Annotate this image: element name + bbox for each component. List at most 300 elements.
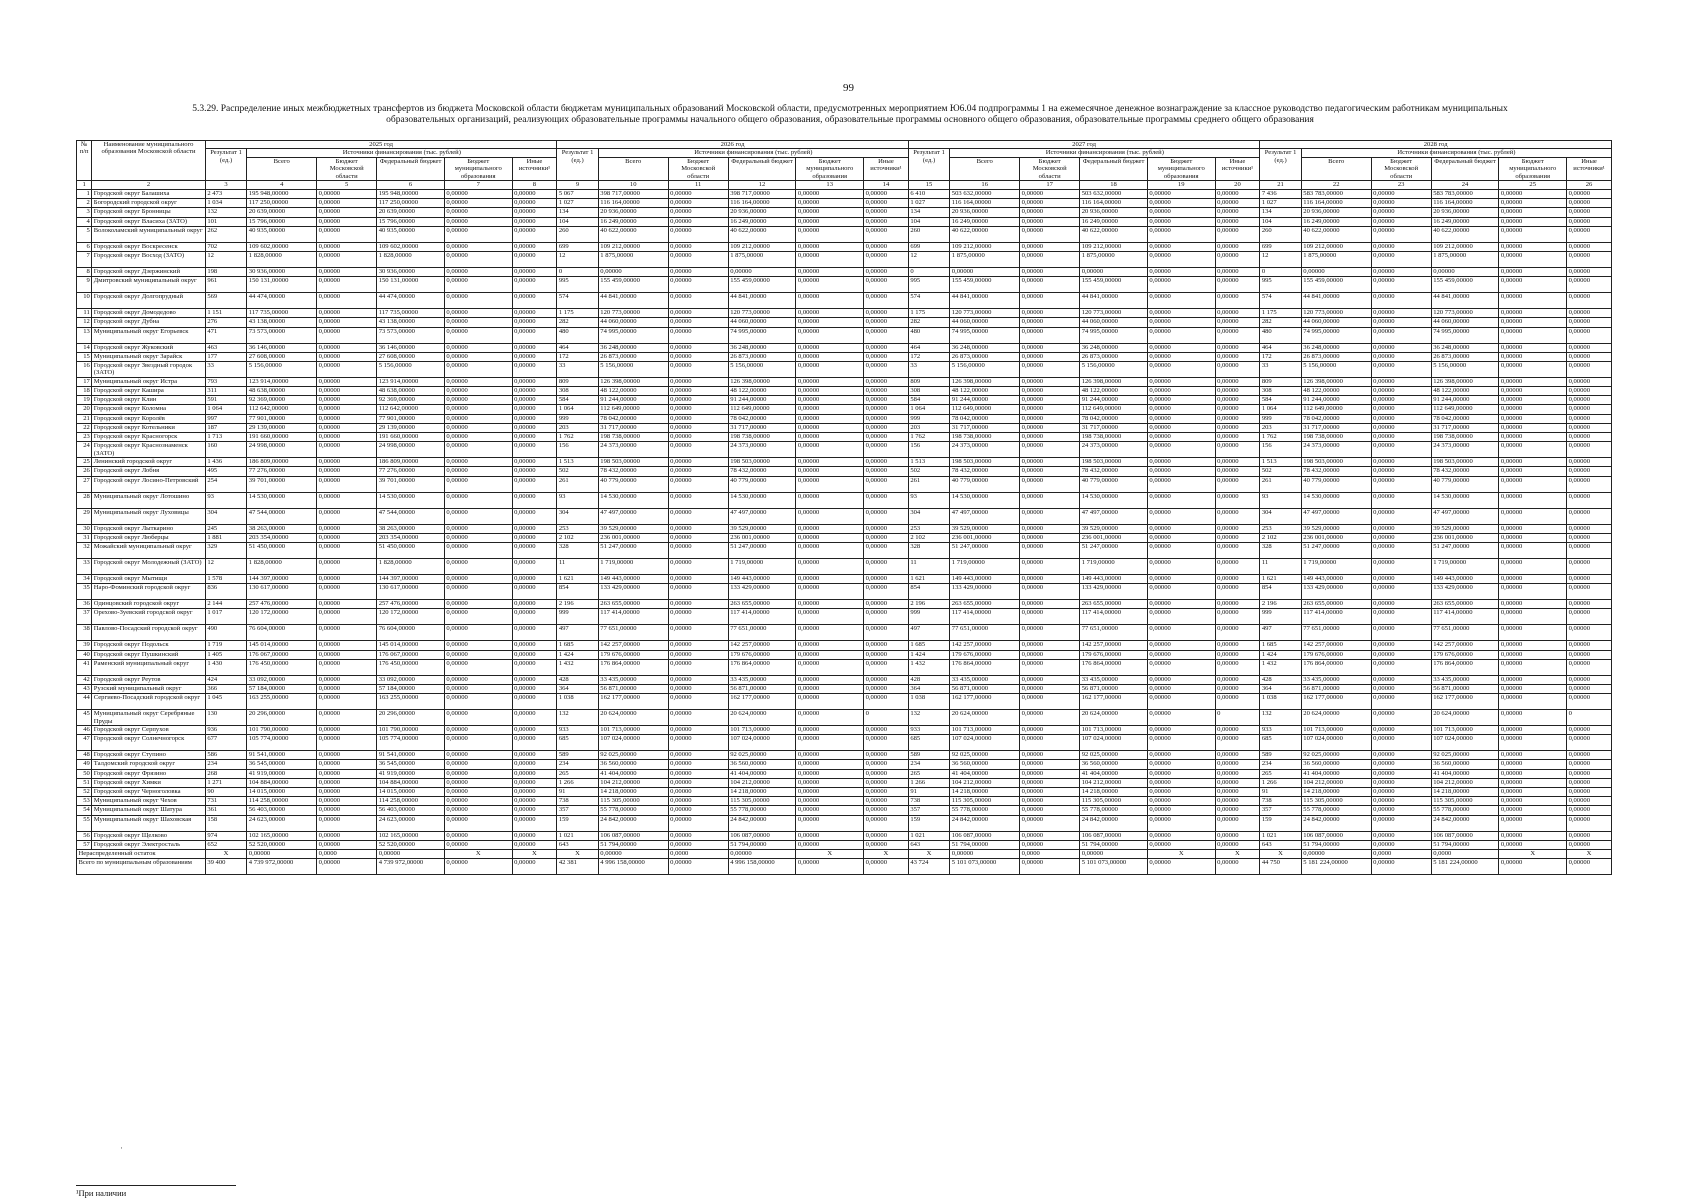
cell-value: 0,00000 <box>1371 492 1431 508</box>
column-number: 25 <box>1499 181 1567 190</box>
row-number: 7 <box>77 251 92 267</box>
cell-value: 0,00000 <box>1020 760 1080 769</box>
cell-value: 0,00000 <box>668 396 728 405</box>
cell-value: 1 045 <box>205 694 246 710</box>
row-number: 27 <box>77 476 92 492</box>
cell-value: 16 249,00000 <box>1431 217 1499 226</box>
cell-value: 0,00000 <box>1567 208 1612 217</box>
cell-value: 123 914,00000 <box>247 377 317 386</box>
cell-value: 176 450,00000 <box>247 659 317 675</box>
row-number: 23 <box>77 433 92 442</box>
cell-value: 0,00000 <box>444 710 512 726</box>
cell-value: 0,00000 <box>668 309 728 318</box>
cell-value: 0,00000 <box>317 760 377 769</box>
cell-value: 0,00000 <box>317 650 377 659</box>
cell-value: 263 655,00000 <box>598 600 668 609</box>
cell-value: 0,00000 <box>864 684 909 693</box>
cell-value: 116 164,00000 <box>1431 199 1499 208</box>
cell-value: 0,00000 <box>1147 710 1215 726</box>
cell-value: 14 530,00000 <box>1431 492 1499 508</box>
cell-value: 0,00000 <box>1499 226 1567 242</box>
header-total: Всего <box>950 157 1020 180</box>
cell-value: 0,00000 <box>1499 558 1567 574</box>
municipality-name: Рузский муниципальный округ <box>92 684 206 693</box>
cell-value: 195 948,00000 <box>247 190 317 199</box>
cell-value: 44 060,00000 <box>598 318 668 327</box>
cell-value: 106 087,00000 <box>950 831 1020 840</box>
cell-value: 0,00000 <box>1499 769 1567 778</box>
cell-value: 502 <box>908 467 949 476</box>
municipality-name: Городской округ Краснознаменск (ЗАТО) <box>92 442 206 458</box>
cell-value: 0,00000 <box>317 806 377 815</box>
cell-value: 234 <box>205 760 246 769</box>
table-row <box>77 492 1612 508</box>
cell-value: 0,00000 <box>1567 659 1612 675</box>
cell-value: 0,00000 <box>1567 831 1612 840</box>
cell-value: 0,00000 <box>796 840 864 849</box>
cell-value: 428 <box>908 675 949 684</box>
municipality-name: Волоколамский муниципальный округ <box>92 226 206 242</box>
table-row <box>77 600 1612 609</box>
cell-value: 133 429,00000 <box>1301 584 1371 600</box>
cell-value: 0,00000 <box>1147 659 1215 675</box>
cell-value: 0,00000 <box>1567 226 1612 242</box>
cell-value: 0,00000 <box>668 533 728 542</box>
column-number: 3 <box>205 181 246 190</box>
cell-value: 156 <box>1260 442 1301 458</box>
cell-value: 198 503,00000 <box>1080 458 1148 467</box>
cell-value: 253 <box>908 524 949 533</box>
cell-value: 0,00000 <box>1499 377 1567 386</box>
cell-value: 262 <box>205 226 246 242</box>
cell-value: 738 <box>1260 797 1301 806</box>
cell-value: 0,00000 <box>1215 751 1260 760</box>
cell-value: 198 503,00000 <box>728 458 796 467</box>
cell-value: 0,00000 <box>1020 492 1080 508</box>
footnote: ¹При наличии <box>76 1188 127 1198</box>
cell-value: 0,00000 <box>1499 309 1567 318</box>
cell-value: 0,00000 <box>444 684 512 693</box>
cell-value: 39 701,00000 <box>377 476 445 492</box>
row-number: 38 <box>77 625 92 641</box>
cell-value: 1 875,00000 <box>950 251 1020 267</box>
cell-value: 0,00000 <box>1020 267 1080 276</box>
cell-value: 44 060,00000 <box>950 318 1020 327</box>
cell-value: 74 995,00000 <box>598 327 668 343</box>
cell-value: 260 <box>908 226 949 242</box>
cell-value: 12 <box>908 251 949 267</box>
cell-value: 24 373,00000 <box>1431 442 1499 458</box>
cell-value: 92 025,00000 <box>1080 751 1148 760</box>
cell-value: 643 <box>908 840 949 849</box>
cell-value: 0,00000 <box>444 769 512 778</box>
cell-value: 0,00000 <box>1567 458 1612 467</box>
cell-value: 2 196 <box>557 600 598 609</box>
cell-value: 282 <box>557 318 598 327</box>
municipality-name: Городской округ Электросталь <box>92 840 206 849</box>
cell-value: 48 122,00000 <box>598 387 668 396</box>
cell-value: 144 397,00000 <box>247 574 317 583</box>
cell-value: 809 <box>1260 377 1301 386</box>
table-row <box>77 542 1612 558</box>
cell-value: 0,00000 <box>1215 574 1260 583</box>
municipality-name: Городской округ Дзержинский <box>92 267 206 276</box>
cell-value: 0,00000 <box>1567 625 1612 641</box>
cell-value: 191 660,00000 <box>247 433 317 442</box>
cell-value: 0,00000 <box>1215 625 1260 641</box>
cell-value: 14 530,00000 <box>1301 492 1371 508</box>
municipality-name: Городской округ Бронницы <box>92 208 206 217</box>
cell-value: 109 602,00000 <box>377 242 445 251</box>
cell-value: 0,00000 <box>1499 318 1567 327</box>
cell-value: 162 177,00000 <box>1080 694 1148 710</box>
cell-value: 0,00000 <box>1567 242 1612 251</box>
cell-value: 0,00000 <box>1215 208 1260 217</box>
cell-value: 0,00000 <box>1147 423 1215 432</box>
cell-value: 0,00000 <box>796 467 864 476</box>
cell-value: 0,00000 <box>317 433 377 442</box>
table-row <box>77 318 1612 327</box>
cell-value: 1 021 <box>908 831 949 840</box>
table-row <box>77 433 1612 442</box>
column-number: 10 <box>598 181 668 190</box>
cell-value: 0,00000 <box>317 492 377 508</box>
cell-value: 1 828,00000 <box>247 558 317 574</box>
cell-value: 91 541,00000 <box>247 751 317 760</box>
cell-value: 56 871,00000 <box>950 684 1020 693</box>
cell-value: 51 247,00000 <box>598 542 668 558</box>
cell-value: 502 <box>557 467 598 476</box>
header-other: Иные источники¹ <box>864 157 909 180</box>
cell-value: 149 443,00000 <box>1301 574 1371 583</box>
row-number: 37 <box>77 609 92 625</box>
cell-value: 107 024,00000 <box>1080 735 1148 751</box>
cell-value: 176 864,00000 <box>1301 659 1371 675</box>
cell-value: 116 164,00000 <box>1080 199 1148 208</box>
cell-value: 0,00000 <box>444 797 512 806</box>
cell-value: 961 <box>205 277 246 293</box>
cell-value: 0,00000 <box>1147 584 1215 600</box>
cell-value: 133 429,00000 <box>950 584 1020 600</box>
cell-value: 106 087,00000 <box>598 831 668 840</box>
cell-value: 0 <box>1260 267 1301 276</box>
cell-value: 0,00000 <box>1147 840 1215 849</box>
cell-value: 20 936,00000 <box>1431 208 1499 217</box>
cell-value: 1 038 <box>557 694 598 710</box>
header-municipal: Бюджет муниципального образования <box>444 157 512 180</box>
cell-value: 116 164,00000 <box>728 199 796 208</box>
cell-value: 995 <box>1260 277 1301 293</box>
cell-value: 0,00000 <box>1147 760 1215 769</box>
cell-value: 117 414,00000 <box>728 609 796 625</box>
row-number: 13 <box>77 327 92 343</box>
cell-value: 14 530,00000 <box>247 492 317 508</box>
cell-value: 0,00000 <box>668 433 728 442</box>
cell-value: 176 067,00000 <box>377 650 445 659</box>
cell-value: 0,00000 <box>1567 190 1612 199</box>
cell-value: 0,00000 <box>1371 208 1431 217</box>
cell-value: 39 529,00000 <box>1080 524 1148 533</box>
table-row <box>77 199 1612 208</box>
row-number: 47 <box>77 735 92 751</box>
cell-value: 120 172,00000 <box>377 609 445 625</box>
cell-value: 156 <box>557 442 598 458</box>
table-row <box>77 675 1612 684</box>
cell-value: 20 624,00000 <box>1080 710 1148 726</box>
cell-value: 0,00000 <box>247 849 317 858</box>
column-number: 18 <box>1080 181 1148 190</box>
cell-value: 12 <box>1260 251 1301 267</box>
cell-value: 0,00000 <box>317 524 377 533</box>
cell-value: 112 649,00000 <box>598 405 668 414</box>
cell-value: 1 578 <box>205 574 246 583</box>
cell-value: 0,00000 <box>1499 806 1567 815</box>
cell-value: 0,00000 <box>512 694 557 710</box>
cell-value: 20 639,00000 <box>247 208 317 217</box>
cell-value: 101 <box>205 217 246 226</box>
cell-value: 0,00000 <box>512 797 557 806</box>
cell-value: 0,00000 <box>796 806 864 815</box>
cell-value: 0,00000 <box>1371 387 1431 396</box>
municipality-name: Городской округ Дубна <box>92 318 206 327</box>
cell-value: 0,00000 <box>444 492 512 508</box>
cell-value: 24 842,00000 <box>598 815 668 831</box>
cell-value: 328 <box>557 542 598 558</box>
cell-value: 463 <box>205 343 246 352</box>
cell-value: 101 790,00000 <box>247 726 317 735</box>
cell-value: 0,00000 <box>864 859 909 875</box>
cell-value: 0,00000 <box>512 467 557 476</box>
table-row <box>77 343 1612 352</box>
column-number: 13 <box>796 181 864 190</box>
cell-value: 1 719,00000 <box>1080 558 1148 574</box>
cell-value: 0,00000 <box>1499 641 1567 650</box>
municipality-name: Ленинский городской округ <box>92 458 206 467</box>
cell-value: 0,00000 <box>1215 726 1260 735</box>
cell-value: 0,00000 <box>444 476 512 492</box>
cell-value: 0,00000 <box>668 769 728 778</box>
cell-value: 0,00000 <box>1147 831 1215 840</box>
cell-value: 0,00000 <box>444 190 512 199</box>
cell-value: 36 560,00000 <box>950 760 1020 769</box>
cell-value: 0,00000 <box>512 574 557 583</box>
table-row <box>77 293 1612 309</box>
cell-value: 0,0000 <box>1020 849 1080 858</box>
cell-value: 0,00000 <box>668 760 728 769</box>
cell-value: 0,00000 <box>1020 675 1080 684</box>
cell-value: 364 <box>1260 684 1301 693</box>
municipality-name: Муниципальный округ Шатура <box>92 806 206 815</box>
cell-value: 0,00000 <box>1147 199 1215 208</box>
cell-value: 16 249,00000 <box>598 217 668 226</box>
column-number: 14 <box>864 181 909 190</box>
cell-value: 0,00000 <box>317 396 377 405</box>
cell-value: X <box>1499 849 1567 858</box>
cell-value: 0,00000 <box>668 726 728 735</box>
cell-value: 0,00000 <box>1499 405 1567 414</box>
municipality-name: Городской округ Мытищи <box>92 574 206 583</box>
cell-value: 104 212,00000 <box>598 778 668 787</box>
cell-value: 0,00000 <box>1499 242 1567 251</box>
cell-value: 0,00000 <box>1215 788 1260 797</box>
cell-value: 0,00000 <box>864 840 909 849</box>
column-number: 8 <box>512 181 557 190</box>
cell-value: 24 998,00000 <box>247 442 317 458</box>
cell-value: 92 025,00000 <box>1431 751 1499 760</box>
cell-value: 0,00000 <box>512 199 557 208</box>
cell-value: 107 024,00000 <box>728 735 796 751</box>
column-number: 23 <box>1371 181 1431 190</box>
cell-value: 142 257,00000 <box>950 641 1020 650</box>
cell-value: 1 027 <box>908 199 949 208</box>
cell-value: 26 873,00000 <box>1431 352 1499 361</box>
cell-value: 0,00000 <box>796 542 864 558</box>
cell-value: 117 414,00000 <box>950 609 1020 625</box>
cell-value: 0,0000 <box>668 849 728 858</box>
cell-value: 0,00000 <box>512 327 557 343</box>
municipality-name: Муниципальный округ Луховицы <box>92 508 206 524</box>
municipality-name: Городской округ Королёв <box>92 414 206 423</box>
cell-value: 0,00000 <box>668 542 728 558</box>
cell-value: 0,00000 <box>1020 377 1080 386</box>
cell-value: 0,00000 <box>317 277 377 293</box>
cell-value: 361 <box>205 806 246 815</box>
cell-value: 0,00000 <box>512 309 557 318</box>
municipality-name: Городской округ Балашиха <box>92 190 206 199</box>
cell-value: 0,00000 <box>668 423 728 432</box>
cell-value: 47 497,00000 <box>950 508 1020 524</box>
cell-value: 0,00000 <box>1371 600 1431 609</box>
cell-value: 57 184,00000 <box>247 684 317 693</box>
cell-value: 0,00000 <box>1020 659 1080 675</box>
cell-value: 51 247,00000 <box>1301 542 1371 558</box>
cell-value: 974 <box>205 831 246 840</box>
cell-value: 106 087,00000 <box>1080 831 1148 840</box>
cell-value: 155 459,00000 <box>1080 277 1148 293</box>
cell-value: 0,00000 <box>444 458 512 467</box>
cell-value: 643 <box>557 840 598 849</box>
cell-value: 117 414,00000 <box>1431 609 1499 625</box>
cell-value: 0,00000 <box>1215 542 1260 558</box>
row-number: 14 <box>77 343 92 352</box>
column-number: 17 <box>1020 181 1080 190</box>
cell-value: 162 177,00000 <box>598 694 668 710</box>
cell-value: 1 875,00000 <box>1301 251 1371 267</box>
cell-value: 0,00000 <box>444 361 512 377</box>
table-row <box>77 414 1612 423</box>
cell-value: 31 717,00000 <box>1080 423 1148 432</box>
cell-value: 0,00000 <box>796 242 864 251</box>
cell-value: 0,00000 <box>864 542 909 558</box>
cell-value: 0,00000 <box>1147 641 1215 650</box>
cell-value: 24 842,00000 <box>1080 815 1148 831</box>
cell-value: 282 <box>908 318 949 327</box>
cell-value: 0,00000 <box>668 558 728 574</box>
cell-value: 4 739 972,00000 <box>247 859 317 875</box>
cell-value: 198 738,00000 <box>1431 433 1499 442</box>
cell-value: 1 719,00000 <box>598 558 668 574</box>
cell-value: 0,00000 <box>444 293 512 309</box>
cell-value: 0,00000 <box>317 199 377 208</box>
cell-value: 0,00000 <box>598 267 668 276</box>
cell-value: 0,00000 <box>1147 387 1215 396</box>
cell-value: 304 <box>557 508 598 524</box>
cell-value: 134 <box>1260 208 1301 217</box>
cell-value: 0,00000 <box>1567 859 1612 875</box>
cell-value: 33 092,00000 <box>247 675 317 684</box>
cell-value: 40 622,00000 <box>728 226 796 242</box>
cell-value: 0,00000 <box>444 352 512 361</box>
cell-value: 0,00000 <box>1215 508 1260 524</box>
cell-value: 91 244,00000 <box>1431 396 1499 405</box>
cell-value: 203 354,00000 <box>377 533 445 542</box>
cell-value: 14 218,00000 <box>950 788 1020 797</box>
cell-value: 0,00000 <box>512 609 557 625</box>
cell-value: 257 476,00000 <box>247 600 317 609</box>
cell-value: 0,00000 <box>444 694 512 710</box>
cell-value: 0,00000 <box>317 226 377 242</box>
cell-value: 0,00000 <box>444 840 512 849</box>
cell-value: 1 621 <box>557 574 598 583</box>
cell-value: 74 995,00000 <box>728 327 796 343</box>
cell-value: 0,00000 <box>796 735 864 751</box>
cell-value: 104 <box>1260 217 1301 226</box>
cell-value: 257 476,00000 <box>377 600 445 609</box>
cell-value: 0,00000 <box>796 492 864 508</box>
cell-value: 11 <box>1260 558 1301 574</box>
cell-value: 0,00000 <box>796 190 864 199</box>
table-row <box>77 659 1612 675</box>
cell-value: 0,00000 <box>1215 433 1260 442</box>
cell-value: 120 773,00000 <box>1080 309 1148 318</box>
cell-value: 0,00000 <box>1371 352 1431 361</box>
cell-value: 40 622,00000 <box>1301 226 1371 242</box>
cell-value: 51 247,00000 <box>728 542 796 558</box>
cell-value: 0,00000 <box>796 831 864 840</box>
cell-value: 0,00000 <box>1215 641 1260 650</box>
cell-value: 40 935,00000 <box>377 226 445 242</box>
cell-value: 1 875,00000 <box>728 251 796 267</box>
cell-value: 0,00000 <box>1371 806 1431 815</box>
cell-value: 29 139,00000 <box>247 423 317 432</box>
cell-value: 40 779,00000 <box>728 476 796 492</box>
cell-value: 120 773,00000 <box>728 309 796 318</box>
cell-value: 0,00000 <box>864 199 909 208</box>
cell-value: 933 <box>1260 726 1301 735</box>
cell-value: 0,00000 <box>668 377 728 386</box>
cell-value: 0,00000 <box>864 609 909 625</box>
cell-value: 793 <box>205 377 246 386</box>
cell-value: 0,00000 <box>1499 524 1567 533</box>
cell-value: X <box>1147 849 1215 858</box>
cell-value: 589 <box>557 751 598 760</box>
cell-value: 263 655,00000 <box>1301 600 1371 609</box>
cell-value: 0,00000 <box>1215 318 1260 327</box>
cell-value: 33 <box>557 361 598 377</box>
cell-value: 0,00000 <box>317 641 377 650</box>
cell-value: 1 266 <box>1260 778 1301 787</box>
cell-value: 0,00000 <box>668 458 728 467</box>
cell-value: 0,00000 <box>1215 694 1260 710</box>
cell-value: 36 248,00000 <box>728 343 796 352</box>
cell-value: 40 779,00000 <box>1080 476 1148 492</box>
cell-value: 0,00000 <box>1371 396 1431 405</box>
cell-value: 133 429,00000 <box>728 584 796 600</box>
cell-value: 0,00000 <box>1499 650 1567 659</box>
cell-value: 0,00000 <box>317 675 377 684</box>
cell-value: 0,00000 <box>796 625 864 641</box>
cell-value: 591 <box>205 396 246 405</box>
